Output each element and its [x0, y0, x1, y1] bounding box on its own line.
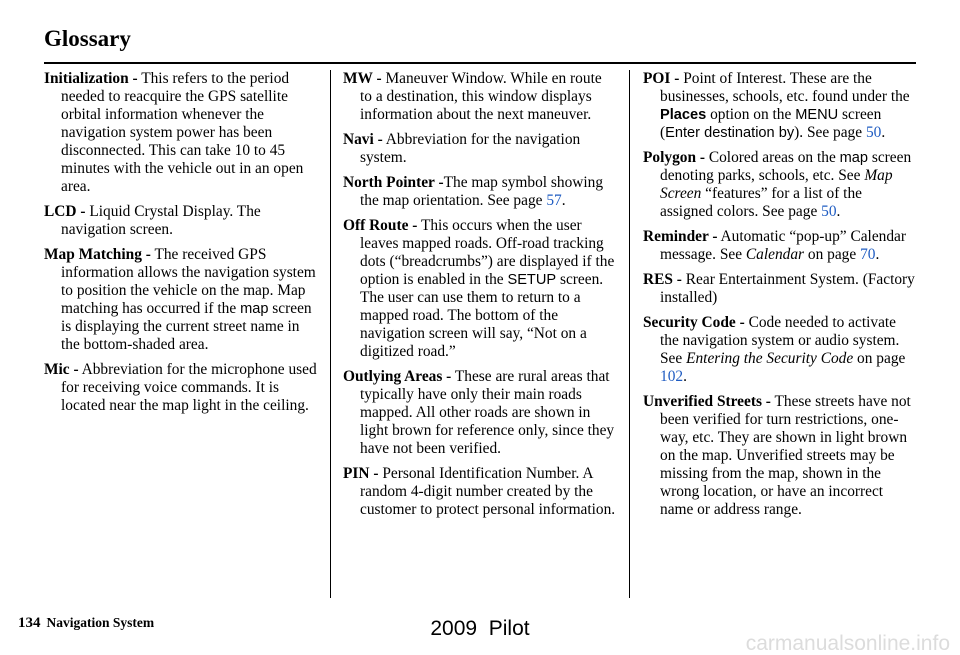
entry-map-matching: [44, 246, 318, 354]
definition: Automatic “pop-up” Calendar message. See: [660, 228, 907, 263]
punctuation: .: [875, 246, 880, 263]
definition: Colored areas on the: [705, 149, 840, 166]
term: PIN -: [343, 465, 379, 482]
entry-initialization: [44, 70, 318, 196]
cross-reference: Calendar: [745, 246, 805, 263]
entry-off-route: [343, 217, 617, 361]
site-watermark: carmanualsonline.info: [745, 632, 950, 655]
cross-reference: Map Screen: [660, 167, 893, 202]
definition: These streets have not been verified for turn restrictions, one-way, etc. They are shown in light brown on the map. Unverified streets may be missing from the map, shown in the wrong location, or have an incorrect name or address range.: [660, 393, 911, 518]
entry-unverified-streets: [643, 393, 917, 519]
page-title: Glossary: [44, 26, 131, 51]
punctuation: .: [561, 192, 566, 209]
page-link[interactable]: 102: [660, 368, 684, 385]
definition: Liquid Crystal Display. The navigation screen.: [61, 203, 261, 238]
term: Off Route -: [343, 217, 418, 234]
column-divider-2: [629, 70, 630, 598]
entry-navi: [343, 131, 617, 167]
glossary-column-2: [343, 70, 617, 526]
definition: Code needed to activate the navigation system or audio system. See: [660, 314, 900, 367]
punctuation: .: [683, 368, 687, 385]
entry-pin: [343, 465, 617, 519]
term: Unverified Streets -: [643, 393, 771, 410]
screen-name: map: [839, 150, 869, 166]
entry-res: [643, 271, 917, 307]
page-number: 134: [18, 615, 41, 631]
definition: screen (: [660, 106, 882, 141]
term: Polygon -: [643, 149, 705, 166]
screen-name: MENU: [795, 107, 839, 123]
entry-poi: [643, 70, 917, 142]
term: Navi -: [343, 131, 383, 148]
definition: Rear Entertainment System. (Factory installed): [660, 271, 915, 306]
term: Security Code -: [643, 314, 745, 331]
definition: These are rural areas that typically have only their main roads mapped. All other roads are shown in light brown for reference only, since they have not been verified.: [360, 368, 615, 457]
term: POI -: [643, 70, 680, 87]
definition: Point of Interest. These are the businesses, schools, etc. found under the: [660, 70, 910, 105]
entry-outlying-areas: [343, 368, 617, 458]
definition: Maneuver Window. While en route to a destination, this window displays information about the next maneuver.: [360, 70, 602, 123]
definition: The received GPS information allows the navigation system to position the vehicle on the map. Map matching has occurred if the: [61, 246, 316, 317]
entry-mw: [343, 70, 617, 124]
definition: Personal Identification Number. A random 4-digit number created by the customer to protect personal information.: [360, 465, 616, 518]
page-link[interactable]: 50: [821, 203, 837, 220]
page-link[interactable]: 57: [546, 192, 562, 209]
screen-name: Enter destination by: [665, 125, 795, 141]
term: Outlying Areas -: [343, 368, 452, 385]
section-name: Navigation System: [46, 615, 155, 630]
entry-security-code: [643, 314, 917, 386]
term: LCD -: [44, 203, 86, 220]
term: MW -: [343, 70, 382, 87]
definition: This refers to the period needed to reacquire the GPS satellite orbital information whenever the navigation system power has been disconnected. This can take 10 to 45 minutes with the vehicle out in an open area.: [61, 70, 304, 195]
column-divider-1: [330, 70, 331, 598]
punctuation: .: [881, 124, 886, 141]
definition: The map symbol showing the map orientation. See page: [360, 174, 604, 209]
definition: on page: [804, 246, 861, 263]
definition: screen is displaying the current street name in the bottom-shaded area.: [61, 300, 312, 353]
term: North Pointer -: [343, 174, 444, 191]
term: Mic -: [44, 361, 79, 378]
page-link[interactable]: 70: [860, 246, 876, 263]
definition: option on the: [706, 106, 796, 123]
definition: ). See page: [794, 124, 866, 141]
screen-name: SETUP: [507, 272, 557, 288]
glossary-column-3: [643, 70, 917, 526]
cross-reference: Entering the Security Code: [686, 350, 854, 367]
definition: on page: [853, 350, 906, 367]
entry-lcd: [44, 203, 318, 239]
entry-reminder: [643, 228, 917, 264]
definition: Abbreviation for the navigation system.: [360, 131, 581, 166]
screen-name: map: [240, 301, 269, 317]
definition: screen denoting parks, schools, etc. See: [660, 149, 912, 184]
term: Reminder -: [643, 228, 718, 245]
term: Initialization -: [44, 70, 138, 87]
definition: screen. The user can use them to return to a mapped road. The bottom of the navigation screen will say, “Not on a digitized road.”: [360, 271, 604, 360]
definition: This occurs when the user leaves mapped roads. Off-road tracking dots (“breadcrumbs”) are displayed if the option is enabled in the: [360, 217, 615, 288]
title-rule: [44, 62, 916, 64]
page-link[interactable]: 50: [865, 124, 882, 141]
entry-north-pointer: [343, 174, 617, 210]
definition: Abbreviation for the microphone used for receiving voice commands. It is located near the map light in the ceiling.: [61, 361, 317, 414]
term: RES -: [643, 271, 682, 288]
entry-polygon: [643, 149, 917, 221]
term: Map Matching -: [44, 246, 151, 263]
option-name: Places: [660, 107, 707, 123]
punctuation: .: [836, 203, 841, 220]
glossary-column-1: [44, 70, 318, 422]
model-text: 2009 Pilot: [430, 617, 530, 640]
entry-mic: [44, 361, 318, 415]
definition: “features” for a list of the assigned colors. See page: [660, 185, 862, 220]
